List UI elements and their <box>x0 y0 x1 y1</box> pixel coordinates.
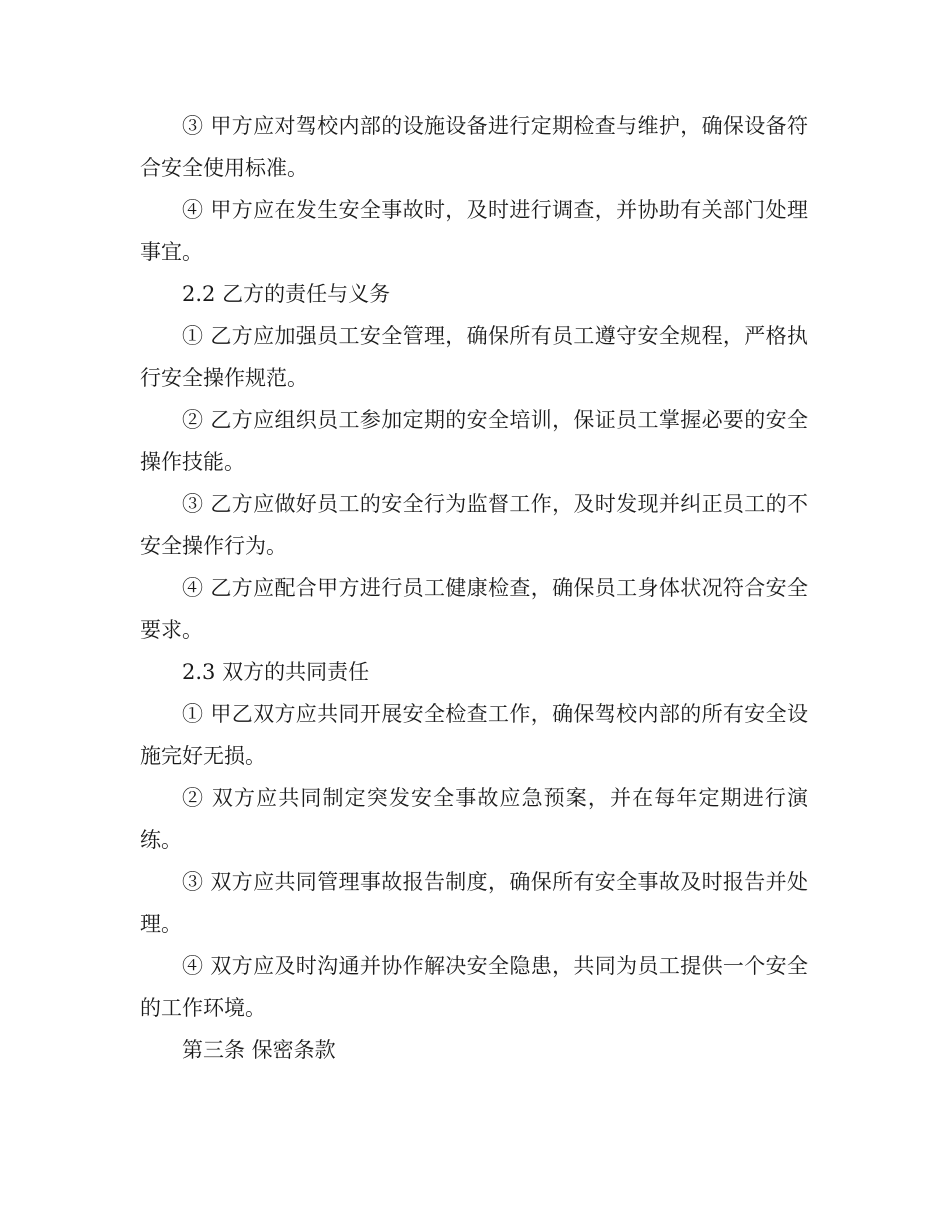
clause-b-item-4: ④ 乙方应配合甲方进行员工健康检查，确保员工身体状况符合安全要求。 <box>140 576 808 642</box>
clause-b-item-2: ② 乙方应组织员工参加定期的安全培训，保证员工掌握必要的安全操作技能。 <box>140 408 808 474</box>
document-page <box>140 105 808 1071</box>
clause-a-item-3: ③ 甲方应对驾校内部的设施设备进行定期检查与维护，确保设备符合安全使用标准。 <box>140 114 808 180</box>
clause-c-item-1: ① 甲乙双方应共同开展安全检查工作，确保驾校内部的所有安全设施完好无损。 <box>140 702 808 768</box>
clause-c-item-2: ② 双方应共同制定突发安全事故应急预案，并在每年定期进行演练。 <box>140 786 808 852</box>
section-heading-2-3: 2.3 双方的共同责任 <box>182 660 370 684</box>
clause-a-item-4: ④ 甲方应在发生安全事故时，及时进行调查，并协助有关部门处理事宜。 <box>140 198 808 264</box>
article-heading-3: 第三条 保密条款 <box>182 1038 336 1062</box>
clause-c-item-4: ④ 双方应及时沟通并协作解决安全隐患，共同为员工提供一个安全的工作环境。 <box>140 954 808 1020</box>
clause-c-item-3: ③ 双方应共同管理事故报告制度，确保所有安全事故及时报告并处理。 <box>140 870 808 936</box>
section-heading-2-2: 2.2 乙方的责任与义务 <box>182 282 391 306</box>
clause-b-item-3: ③ 乙方应做好员工的安全行为监督工作，及时发现并纠正员工的不安全操作行为。 <box>140 492 808 558</box>
clause-b-item-1: ① 乙方应加强员工安全管理，确保所有员工遵守安全规程，严格执行安全操作规范。 <box>140 324 808 390</box>
